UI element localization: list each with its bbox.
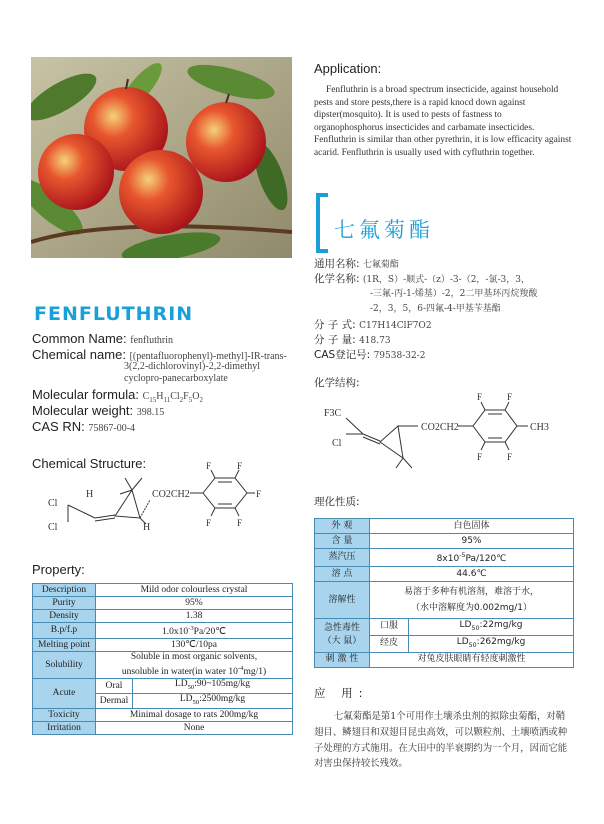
density-label: Density (33, 610, 96, 623)
general-name-value: 七氟菊酯 (362, 260, 399, 270)
dermal-value: $LD_{50}:2500mg/kg$ (133, 694, 293, 709)
cas-rn-value: 75867-00-4 (88, 423, 136, 434)
cn-weight-value: 418.73 (359, 336, 391, 346)
cn-appearance-label: 外 观 (315, 519, 370, 534)
molecular-formula-row (32, 387, 203, 404)
common-name-label: Common Name: (32, 331, 127, 346)
cn-application-text: 七氟菊酯是第1个可用作土壤杀虫剂的拟除虫菊酯，对鞘翅目、鳞翅目和双翅目昆虫高效，可以颗粒剂、土壤喷洒或种子处理的方式施用。在大田中的半衰期约为一个月，因而它能对害虫保持较长残效。 (314, 711, 568, 770)
cn-formula-value: C17H14ClF7O2 (359, 321, 432, 331)
toxicity-value: Minimal dosage to rats 200mg/kg (96, 709, 293, 722)
cn-content-label: 含 量 (315, 534, 370, 549)
product-title: FENFLUTHRIN (34, 303, 194, 325)
cn-solubility-label: 溶解性 (315, 582, 370, 619)
toxicity-label: Toxicity (33, 709, 96, 722)
cn-ester-label: CO2CH2 (421, 422, 459, 433)
chemical-structure-title: Chemical Structure: (32, 456, 147, 471)
acute-label: Acute (33, 679, 96, 709)
table-row (33, 584, 293, 597)
cn-vapor-label: 蒸汽压 (315, 549, 370, 567)
cn-vapor-value: $8x10^{-5}Pa/120℃$ (370, 549, 574, 567)
cas-rn-row (32, 419, 135, 434)
f3c-label: F3C (324, 408, 342, 419)
table-row (33, 610, 293, 623)
solubility-label: Solubility (33, 652, 96, 679)
chemical-name-line3: cyclopro-panecarboxylate (124, 373, 228, 384)
cn-appearance-value: 白色固体 (370, 519, 574, 534)
common-name-row (32, 331, 173, 346)
ch3-label: CH3 (530, 422, 549, 433)
cn-f-label-1: F (477, 392, 483, 402)
table-row (33, 639, 293, 652)
common-name-value: fenfluthrin (130, 335, 174, 346)
cn-cas-label: CAS登记号: (314, 349, 371, 361)
molecular-weight-row (32, 403, 164, 418)
chemical-name-label: Chemical name: (32, 347, 126, 362)
cas-rn-label: CAS RN: (32, 419, 85, 434)
cn-dermal-label: 经皮 (370, 635, 409, 652)
application-title: Application: (314, 61, 382, 76)
cn-formula-label: 分 子 式: (314, 319, 356, 331)
property-title: Property: (32, 562, 85, 577)
cn-f-label-4: F (507, 452, 513, 462)
cn-oral-value: $LD_{50}:22mg/kg$ (409, 619, 574, 636)
table-row (33, 652, 293, 679)
irritation-label: Irritation (33, 722, 96, 735)
cl-label-2: Cl (48, 522, 58, 533)
table-row (315, 619, 574, 636)
molecular-weight-label: Molecular weight: (32, 403, 134, 418)
apples-illustration (31, 57, 292, 258)
description-label: Description (33, 584, 96, 597)
description-value: Mild odor colourless crystal (96, 584, 293, 597)
purity-label: Purity (33, 597, 96, 610)
cl-label-1: Cl (48, 498, 58, 509)
table-row (315, 582, 574, 619)
table-row (315, 549, 574, 567)
table-row (33, 722, 293, 735)
application-text: Fenfluthrin is a broad spectrum insecticide, against household pests and store pests,there is a rapid knocd down against dipster(mosquito). It is used to pests of fastness to organophosphorus insecticides and carbamate insecticides. Fenfluthrin is similar than other pyrethrin, it is low efficacity against acarid. Fenfluthrin is usually used with cyfluthrin together. (314, 85, 572, 158)
table-row (315, 567, 574, 582)
apples-photo (31, 57, 292, 258)
cn-content-value: 95% (370, 534, 574, 549)
molecular-formula-value: $C_{15}H_{11}Cl_2F_5O_2$ (142, 391, 203, 404)
density-value: 1.38 (96, 610, 293, 623)
cn-f-label-2: F (507, 392, 513, 402)
oral-value: $LD_{50}:90\sim 105mg/kg$ (133, 679, 293, 694)
cn-product-title: 七氟菊酯 (334, 218, 434, 242)
cn-chemical-name-line1: (1R，S）-顺式-（z）-3-（2，-氯-3，3， (362, 275, 530, 285)
cn-dermal-value: $LD_{50}:262mg/kg$ (409, 635, 574, 652)
general-name-label: 通用名称: (314, 258, 360, 270)
f-label-3: F (256, 489, 262, 499)
table-row (315, 534, 574, 549)
f-label-2: F (237, 461, 243, 471)
cn-oral-label: 口服 (370, 619, 409, 636)
cn-irritation-value: 对兔皮肤眼睛有轻度刺激性 (370, 652, 574, 667)
bp-label: B.p/f.p (33, 623, 96, 639)
cn-chemical-name-row (314, 271, 530, 286)
cn-cas-value: 79538-32-2 (373, 351, 426, 361)
molecular-formula-label: Molecular formula: (32, 387, 139, 402)
chemical-name-line2: 3(2,2-dichlorovinyl)-2,2-dimethyl (124, 361, 261, 372)
cn-cl-label: Cl (332, 438, 342, 449)
cn-cas-row (314, 347, 425, 362)
cn-melting-label: 溶 点 (315, 567, 370, 582)
h-label-1: H (86, 489, 94, 500)
irritation-value: None (96, 722, 293, 735)
melting-label: Melting point (33, 639, 96, 652)
cn-chemical-structure-diagram (318, 386, 578, 476)
purity-value: 95% (96, 597, 293, 610)
physchem-title: 理化性质: (314, 496, 360, 508)
cn-property-table (314, 518, 574, 668)
bp-value: $1.0x10^{-3}Pa/20℃$ (96, 623, 293, 639)
molecular-weight-value: 398.15 (136, 407, 165, 418)
f-label-5: F (237, 518, 243, 528)
table-row (33, 623, 293, 639)
table-row (33, 679, 293, 694)
solubility-value: Soluble in most organic solvents, unsoluble in water(in water $10^{-4}mg/1$) (96, 652, 293, 679)
melting-value: 130℃/10pa (96, 639, 293, 652)
cn-irritation-label: 刺 激 性 (315, 652, 370, 667)
cn-chemical-name-line2: -三氟-丙-1-烯基）-2，2二甲基环丙烷羧酸 (370, 289, 538, 299)
cn-solubility-value: 易溶于多种有机溶剂，难溶于水， （水中溶解度为0.002mg/1） (370, 582, 574, 619)
ester-label: CO2CH2 (152, 489, 190, 500)
table-row (315, 652, 574, 667)
f-label-4: F (206, 518, 212, 528)
cn-application-title: 应 用: (314, 686, 369, 700)
cn-weight-row (314, 332, 391, 347)
property-table (32, 583, 293, 735)
cn-acute-label: 急性毒性 （大 鼠） (315, 619, 370, 653)
table-row (315, 519, 574, 534)
cn-f-label-3: F (477, 452, 483, 462)
oral-label: Oral (96, 679, 133, 694)
table-row (33, 709, 293, 722)
table-row (33, 597, 293, 610)
dermal-label: Dermal (96, 694, 133, 709)
general-name-row (314, 256, 399, 271)
title-bracket (316, 193, 328, 253)
h-label-2: H (143, 522, 151, 533)
chemical-name-row (32, 347, 287, 362)
chemical-name-line1: [(pentafluorophenyl)-methyl]-IR-trans- (129, 351, 287, 362)
chemical-structure-diagram (40, 460, 280, 550)
cn-melting-value: 44.6℃ (370, 567, 574, 582)
f-label-1: F (206, 461, 212, 471)
cn-formula-row (314, 317, 432, 332)
cn-chemical-name-label: 化学名称: (314, 273, 360, 285)
cn-structure-title: 化学结构: (314, 377, 360, 389)
cn-weight-label: 分 子 量: (314, 334, 356, 346)
cn-chemical-name-line3: -2，3，5，6-四氟-4-甲基苄基酯 (370, 304, 501, 314)
